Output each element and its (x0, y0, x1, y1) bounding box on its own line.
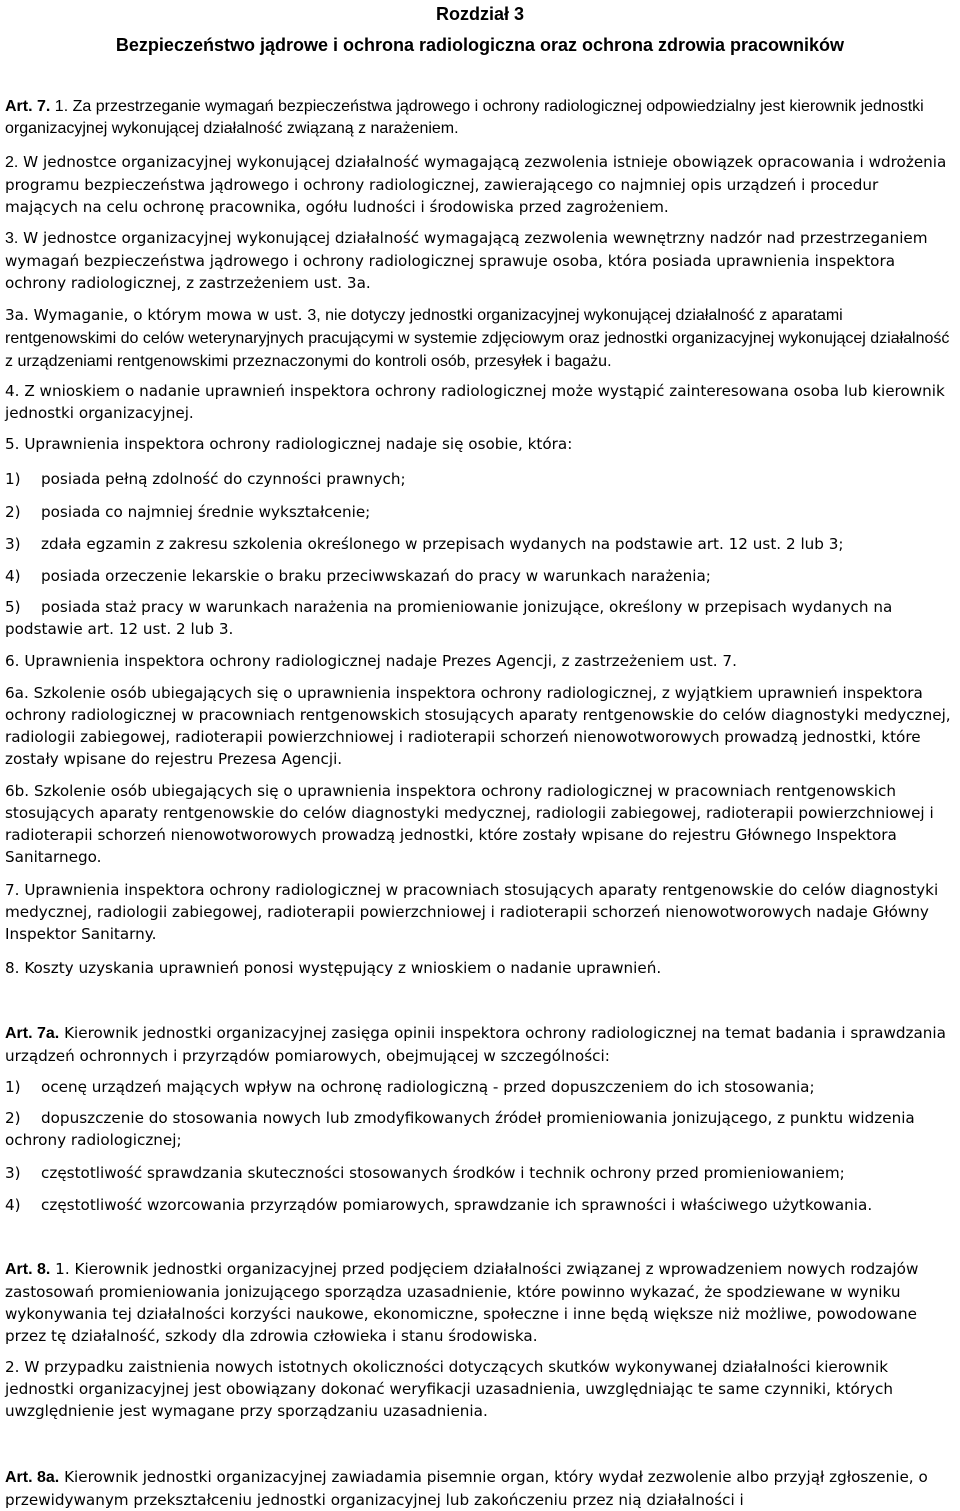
art7-label: Art. 7. (5, 98, 51, 115)
chapter-title: Rozdział 3 (435, 4, 524, 24)
art7-para-6a: 6a. Szkolenie osób ubiegających się o uprawnienia inspektora ochrony radiologicznej, z wyjątkiem uprawnień inspektora ochrony radiologicznej w pracowniach rentgenowskich stosujących aparaty rentgenowskie do celów diagnostyki medycznej, radiologii zabiegowej, radioterapii powierzchniowej i radioterapii schorzeń nienowotworowych prowadzą jednostki, które zostały wpisane do rejestru Prezesa Agencji. (5, 684, 951, 768)
art7-para-6: 6. Uprawnienia inspektora ochrony radiologicznej nadaje Prezes Agencji, z zastrzeżeniem ust. 7. (5, 652, 737, 670)
art7-para-7: 7. Uprawnienia inspektora ochrony radiologicznej w pracowniach stosujących aparaty rentgenowskie do celów diagnostyki medycznej, radiologii zabiegowej, radioterapii powierzchniowej i radioterapii schorzeń nienowotworowych nadaje Główny Inspektor Sanitarny. (5, 881, 939, 943)
art7-para-1: Art. 7. 1. Za przestrzeganie wymagań bezpieczeństwa jądrowego i ochrony radiologicznej odpowiedzialny jest kierownik jednostki organizacyjnej wykonującej działalność związaną z narażeniem. (5, 98, 924, 137)
art7a-item-1: 1) ocenę urządzeń mających wpływ na ochronę radiologiczną - przed dopuszczeniem do ich stosowania; (5, 1078, 815, 1096)
art8a-para: Art. 8a. Kierownik jednostki organizacyjnej zawiadamia pisemnie organ, który wydał zezwolenie albo przyjął zgłoszenie, o przewidywanym przekształceniu jednostki organizacyjnej lub zakończeniu przez nią działalności i (5, 1468, 928, 1509)
art8-label: Art. 8. (5, 1261, 51, 1278)
art7-p5-item-5: 5) posiada staż pracy w warunkach narażenia na promieniowanie jonizujące, określony w przepisach wydanych na podstawie art. 12 ust. 2 lub 3. (5, 598, 893, 638)
art7-p5-item-3: 3) zdała egzamin z zakresu szkolenia określonego w przepisach wydanych na podstawie art. 12 ust. 2 lub 3; (5, 535, 844, 553)
chapter-subtitle: Bezpieczeństwo jądrowe i ochrona radiologiczna oraz ochrona zdrowia pracowników (115, 35, 845, 55)
art7-para-8: 8. Koszty uzyskania uprawnień ponosi występujący z wnioskiem o nadanie uprawnień. (5, 959, 662, 977)
art7-p5-item-2: 2) posiada co najmniej średnie wykształcenie; (5, 503, 371, 521)
art7-para-5: 5. Uprawnienia inspektora ochrony radiologicznej nadaje się osobie, która: (5, 435, 573, 453)
art7-para-3: 3. W jednostce organizacyjnej wykonującej działalność wymagającą zezwolenia wewnętrzny nadzór nad przestrzeganiem wymagań bezpieczeństwa jądrowego i ochrony radiologicznej sprawuje osoba, która posiada uprawnienia inspektora ochrony radiologicznej, z zastrzeżeniem ust. 3a. (5, 229, 928, 292)
art8a-label: Art. 8a. (5, 1469, 60, 1486)
art8-para-2: 2. W przypadku zaistnienia nowych istotnych okoliczności dotyczących skutków wykonywanej działalności kierownik jednostki organizacyjnej jest obowiązany dokonać weryfikacji uzasadnienia, uwzględniając te same czynniki, których uwzględnienie jest wymagane przy sporządzaniu uzasadnienia. (5, 1358, 893, 1420)
art7a-intro: Art. 7a. Kierownik jednostki organizacyjnej zasięga opinii inspektora ochrony radiologicznej na temat badania i sprawdzania urządzeń ochronnych i przyrządów pomiarowych, obejmującej w szczególności: (5, 1024, 946, 1065)
art7a-item-4: 4) częstotliwość wzorcowania przyrządów pomiarowych, sprawdzanie ich sprawności i właściwego użytkowania. (5, 1196, 873, 1214)
art8-para-1: Art. 8. 1. Kierownik jednostki organizacyjnej przed podjęciem działalności związanej z wprowadzeniem nowych rodzajów zastosowań promieniowania jonizującego sporządza uzasadnienie, które powinno wykazać, że spodziewane w wyniku wykonywania tej działalności korzyści naukowe, ekonomiczne, społeczne i inne będą większe niż możliwe, powodowane przez tę działalność, szkody dla zdrowia człowieka i stanu środowiska. (5, 1260, 919, 1345)
art7-para-2: 2. W jednostce organizacyjnej wykonującej działalność wymagającą zezwolenia istnieje obowiązek opracowania i wdrożenia programu bezpieczeństwa jądrowego i ochrony radiologicznej, zawierającego co najmniej opis urządzeń i procedur mających na celu ochronę pracownika, ogółu ludności i środowiska przed zagrożeniem. (5, 153, 947, 216)
art7-p5-item-4: 4) posiada orzeczenie lekarskie o braku przeciwwskazań do pracy w warunkach narażenia; (5, 567, 711, 585)
art7-para-4: 4. Z wnioskiem o nadanie uprawnień inspektora ochrony radiologicznej może wystąpić zainteresowana osoba lub kierownik jednostki organizacyjnej. (5, 382, 945, 422)
art7-para-6b: 6b. Szkolenie osób ubiegających się o uprawnienia inspektora ochrony radiologicznej w pracowniach rentgenowskich stosujących aparaty rentgenowskie do celów diagnostyki medycznej, radiologii zabiegowej, radioterapii powierzchniowej i radioterapii schorzeń nienowotworowych prowadzą jednostki, które zostały wpisane do rejestru Głównego Inspektora Sanitarnego. (5, 782, 934, 866)
art7a-item-2: 2) dopuszczenie do stosowania nowych lub zmodyfikowanych źródeł promieniowania jonizującego, z punktu widzenia ochrony radiologicznej; (5, 1109, 915, 1149)
art7a-item-3: 3) częstotliwość sprawdzania skuteczności stosowanych środków i technik ochrony przed promieniowaniem; (5, 1164, 845, 1182)
art7-p5-item-1: 1) posiada pełną zdolność do czynności prawnych; (5, 470, 406, 488)
art7-para-3a: 3a. Wymaganie, o którym mowa w ust. 3, nie dotyczy jednostki organizacyjnej wykonującej działalność z aparatami rentgenowskimi do celów weterynaryjnych pracującymi w systemie zdjęciowym oraz jednostki organizacyjnej wykonującej działalność z urządzeniami rentgenowskimi przeznaczonymi do kontroli osób, przesyłek i bagażu. (5, 306, 950, 370)
art7a-label: Art. 7a. (5, 1025, 60, 1042)
